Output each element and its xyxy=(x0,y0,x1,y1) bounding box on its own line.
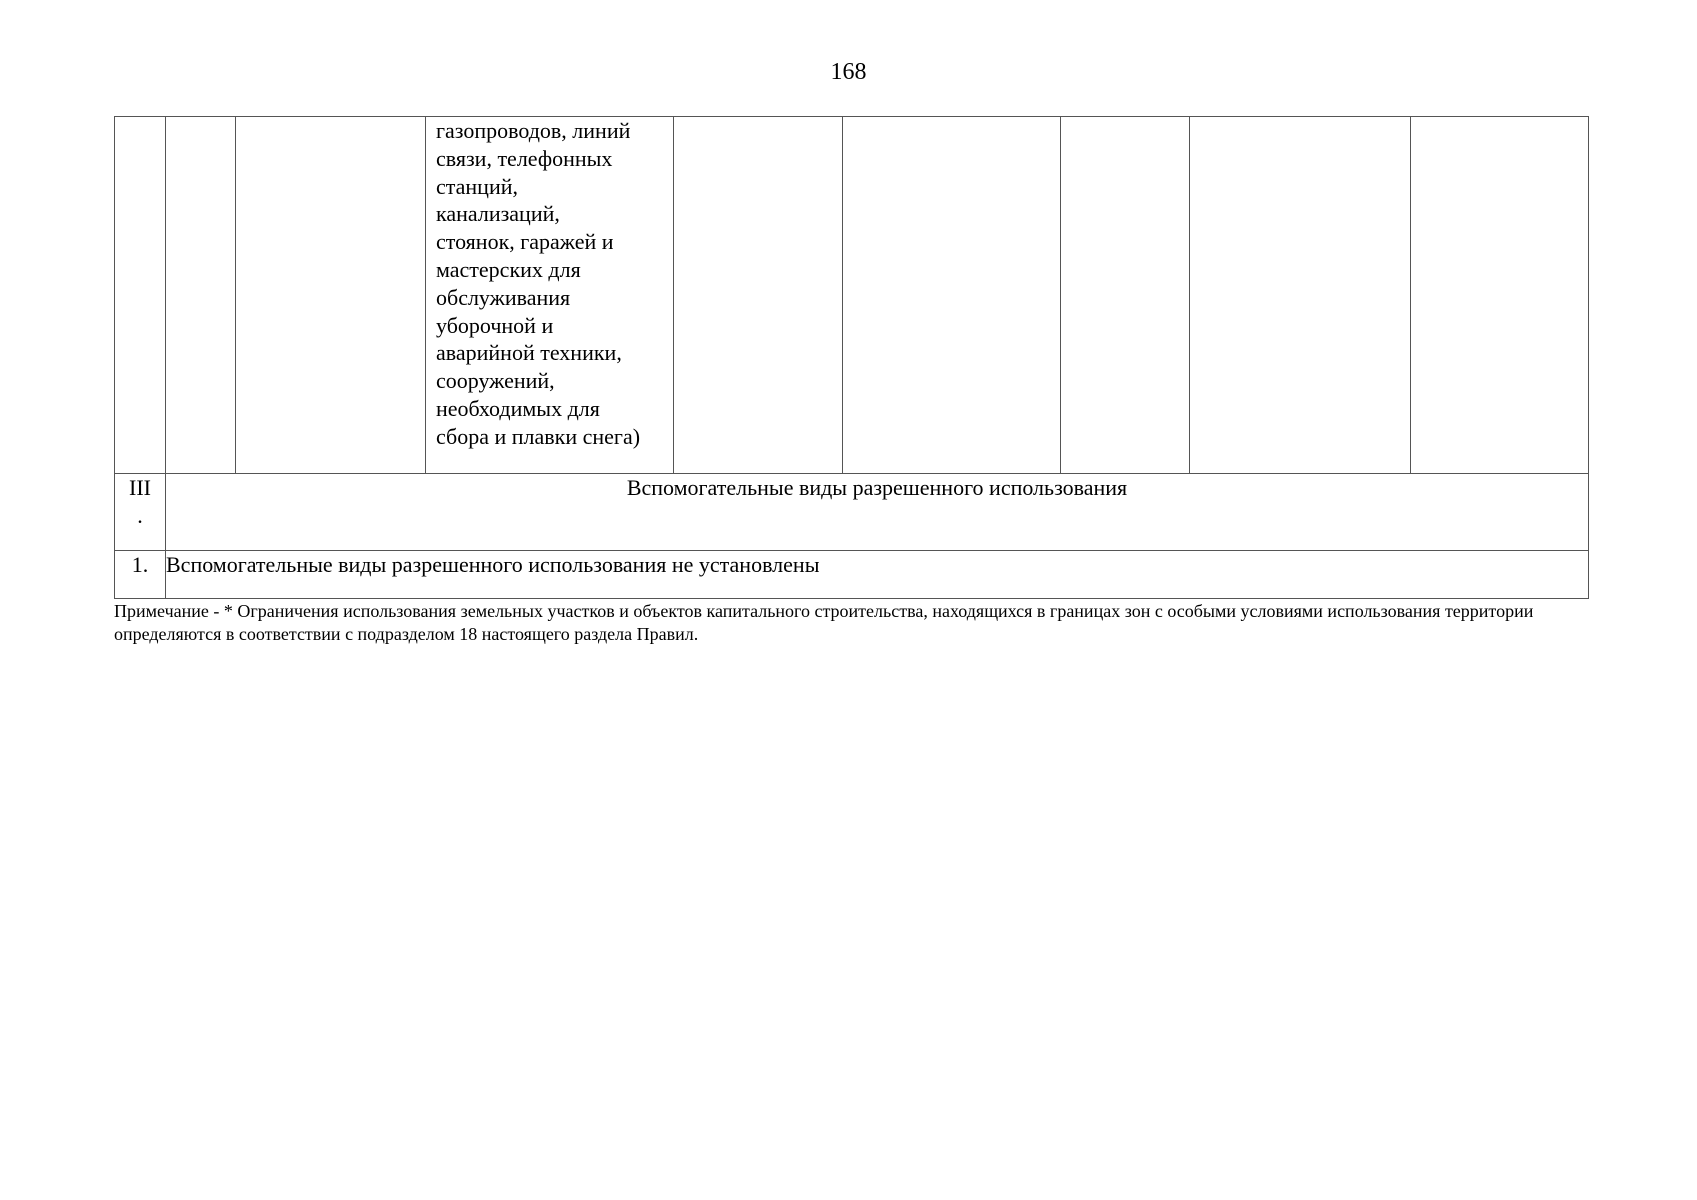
table-cell xyxy=(236,117,426,474)
section-number-cell xyxy=(115,474,166,551)
item-text: Вспомогательные виды разрешенного использования не установлены xyxy=(166,552,820,577)
footnote: Примечание - * Ограничения использования земельных участков и объектов капитального строительства, находящихся в границах зон с особыми условиями использования территории определяются в соответствии с подразделом 18 настоящего раздела Правил. xyxy=(114,601,1534,644)
item-text-cell xyxy=(166,551,1589,599)
land-use-table xyxy=(114,116,1589,599)
table-row-section xyxy=(115,474,1589,551)
table-cell xyxy=(674,117,843,474)
table-cell xyxy=(1061,117,1190,474)
table-row-continuation xyxy=(115,117,1589,474)
item-number-cell xyxy=(115,551,166,599)
table-row-item xyxy=(115,551,1589,599)
section-title: Вспомогательные виды разрешенного использования xyxy=(626,475,1128,500)
section-number: III . xyxy=(129,475,151,528)
table-cell-description xyxy=(426,117,674,474)
table-cell xyxy=(115,117,166,474)
table-cell xyxy=(843,117,1061,474)
item-number: 1. xyxy=(131,552,149,577)
table-cell xyxy=(166,117,236,474)
page-number: 168 xyxy=(830,59,867,85)
table-cell xyxy=(1411,117,1589,474)
section-title-cell xyxy=(166,474,1589,551)
table-cell xyxy=(1190,117,1411,474)
continuation-text: газопроводов, линий связи, телефонных станций, канализаций, стоянок, гаражей и мастерских для обслуживания уборочной и аварийной техники, сооружений, необходимых для сбора и плавки снега) xyxy=(436,118,641,449)
